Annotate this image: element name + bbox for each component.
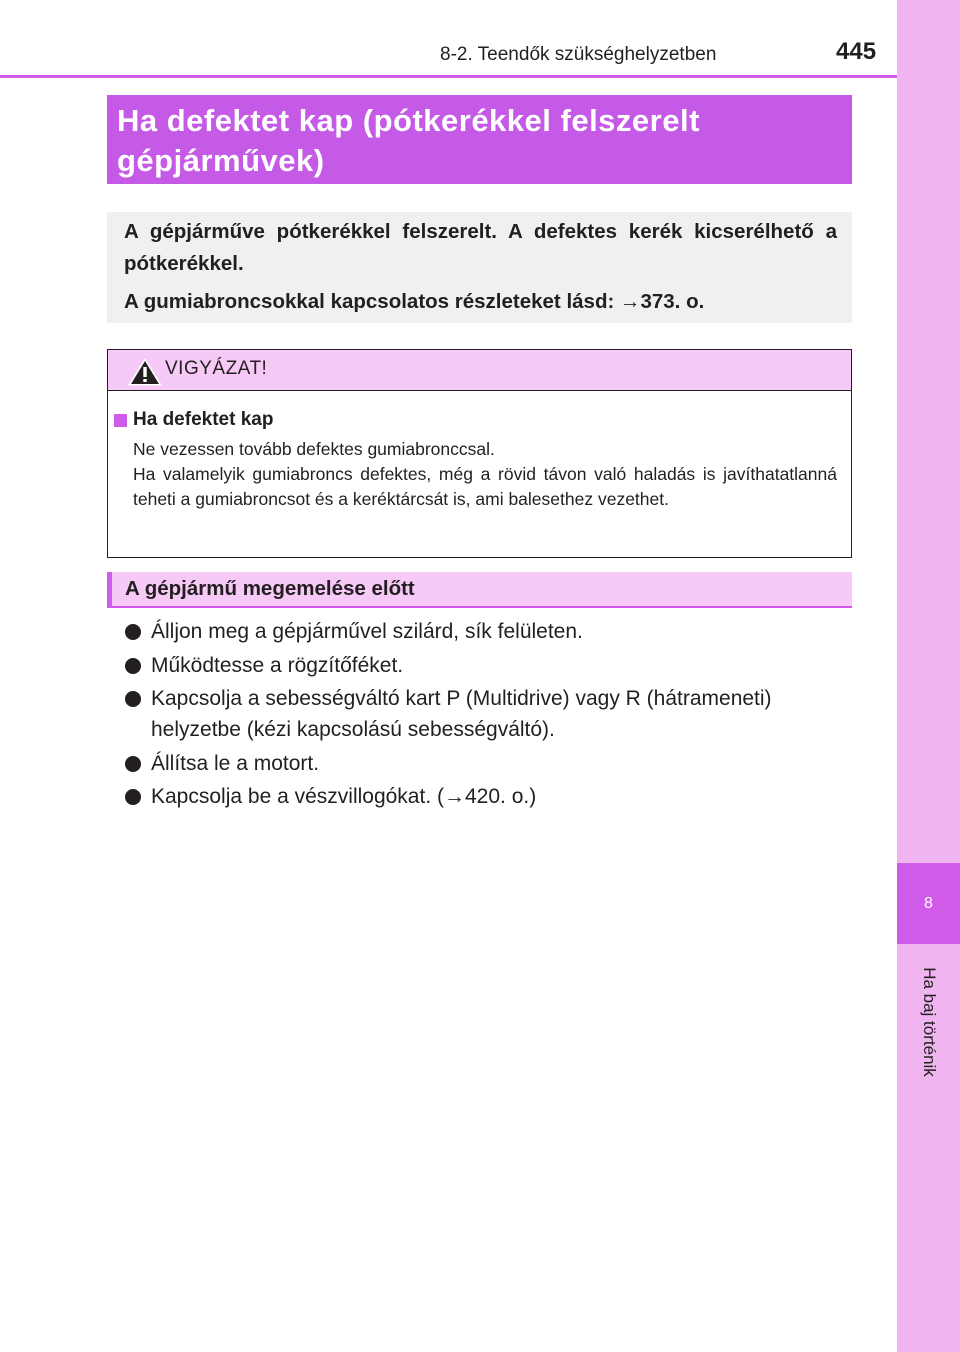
warning-title: VIGYÁZAT! <box>165 358 268 379</box>
chapter-title: Ha baj történik <box>920 967 939 1077</box>
list-item <box>124 748 849 779</box>
warning-box <box>107 349 852 558</box>
warning-text <box>114 437 837 512</box>
list-item-text: Kapcsolja a sebességváltó kart P (Multidrive) vagy R (hátrameneti) helyzetbe (kézi kapcsolású sebességváltó). <box>151 687 772 741</box>
list-item-text: Álljon meg a gépjárművel szilárd, sík felületen. <box>151 620 583 643</box>
bullet-list <box>124 616 849 815</box>
list-item-text: Működtesse a rögzítőféket. <box>151 653 404 677</box>
bullet-dot-icon <box>125 691 141 707</box>
warning-subheading <box>114 409 837 431</box>
bullet-dot-icon <box>125 658 141 674</box>
warning-subheading-text: Ha defektet kap <box>133 409 274 430</box>
intro-box <box>107 212 852 323</box>
list-item <box>124 616 849 647</box>
square-bullet-icon <box>114 414 127 427</box>
warning-line-2: Ha valamelyik gumiabroncs defektes, még a rövid távon való haladás is javíthatatlanná teheti a gumiabroncsot és a keréktárcsát is, ami balesethez vezethet. <box>133 464 837 509</box>
header-divider <box>0 75 897 78</box>
intro-paragraph-2: A gumiabroncsokkal kapcsolatos részleteket lásd: →373. o. <box>124 290 705 313</box>
bullet-dot-icon <box>125 756 141 772</box>
list-item-text: Állítsa le a motort. <box>151 751 320 775</box>
warning-triangle-icon <box>128 358 162 386</box>
warning-header <box>108 350 851 391</box>
list-item-text: Kapcsolja be a vészvillogókat. (→420. o.) <box>151 785 537 808</box>
side-tab <box>897 0 960 1352</box>
page-number: 445 <box>836 38 877 65</box>
warning-body <box>108 391 851 512</box>
page-title: Ha defektet kap (pótkerékkel felszerelt gépjárművek) <box>107 95 852 184</box>
bullet-dot-icon <box>125 789 141 805</box>
section-heading: A gépjármű megemelése előtt <box>107 572 852 608</box>
list-item <box>124 683 849 745</box>
warning-line-1: Ne vezessen tovább defektes gumiabronccsal. <box>133 439 495 459</box>
intro-paragraph-1: A gépjárműve pótkerékkel felszerelt. A defektes kerék kicserélhető a pótkerékkel. <box>124 220 837 275</box>
section-header: 8-2. Teendők szükséghelyzetben <box>440 44 717 65</box>
list-item <box>124 650 849 681</box>
chapter-number: 8 <box>924 894 933 912</box>
list-item <box>124 781 849 812</box>
chapter-number-tab[interactable] <box>897 863 960 944</box>
bullet-dot-icon <box>125 624 141 640</box>
